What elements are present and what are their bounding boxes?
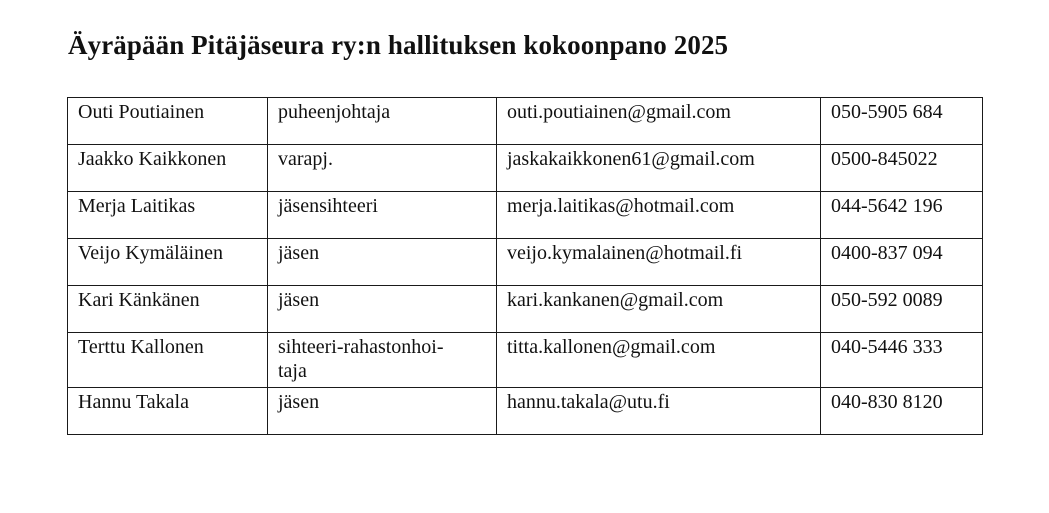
member-email: outi.poutiainen@gmail.com [497,98,821,145]
table-row [68,145,983,192]
member-name: Kari Känkänen [68,286,268,333]
member-role: jäsen [268,388,497,435]
member-role: jäsen [268,286,497,333]
table-row [68,98,983,145]
table-row [68,388,983,435]
table-row [68,333,983,388]
member-phone: 0500-845022 [821,145,983,192]
member-email: veijo.kymalainen@hotmail.fi [497,239,821,286]
member-email: kari.kankanen@gmail.com [497,286,821,333]
member-name: Merja Laitikas [68,192,268,239]
member-phone: 050-592 0089 [821,286,983,333]
member-role: puheenjohtaja [268,98,497,145]
table-row [68,239,983,286]
page-title: Äyräpään Pitäjäseura ry:n hallituksen kokoonpano 2025 [68,30,729,60]
member-phone: 040-5446 333 [821,333,983,388]
table-row [68,192,983,239]
member-phone: 0400-837 094 [821,239,983,286]
member-email: hannu.takala@utu.fi [497,388,821,435]
member-role: jäsensihteeri [268,192,497,239]
member-phone: 040-830 8120 [821,388,983,435]
member-role: sihteeri-rahastonhoi- taja [268,333,497,388]
member-name: Terttu Kallonen [68,333,268,388]
member-role: varapj. [268,145,497,192]
member-email: jaskakaikkonen61@gmail.com [497,145,821,192]
member-email: merja.laitikas@hotmail.com [497,192,821,239]
member-role: jäsen [268,239,497,286]
member-name: Veijo Kymäläinen [68,239,268,286]
table-row [68,286,983,333]
member-phone: 050-5905 684 [821,98,983,145]
board-members-table [67,97,983,435]
member-email: titta.kallonen@gmail.com [497,333,821,388]
member-name: Outi Poutiainen [68,98,268,145]
member-name: Jaakko Kaikkonen [68,145,268,192]
member-name: Hannu Takala [68,388,268,435]
member-phone: 044-5642 196 [821,192,983,239]
